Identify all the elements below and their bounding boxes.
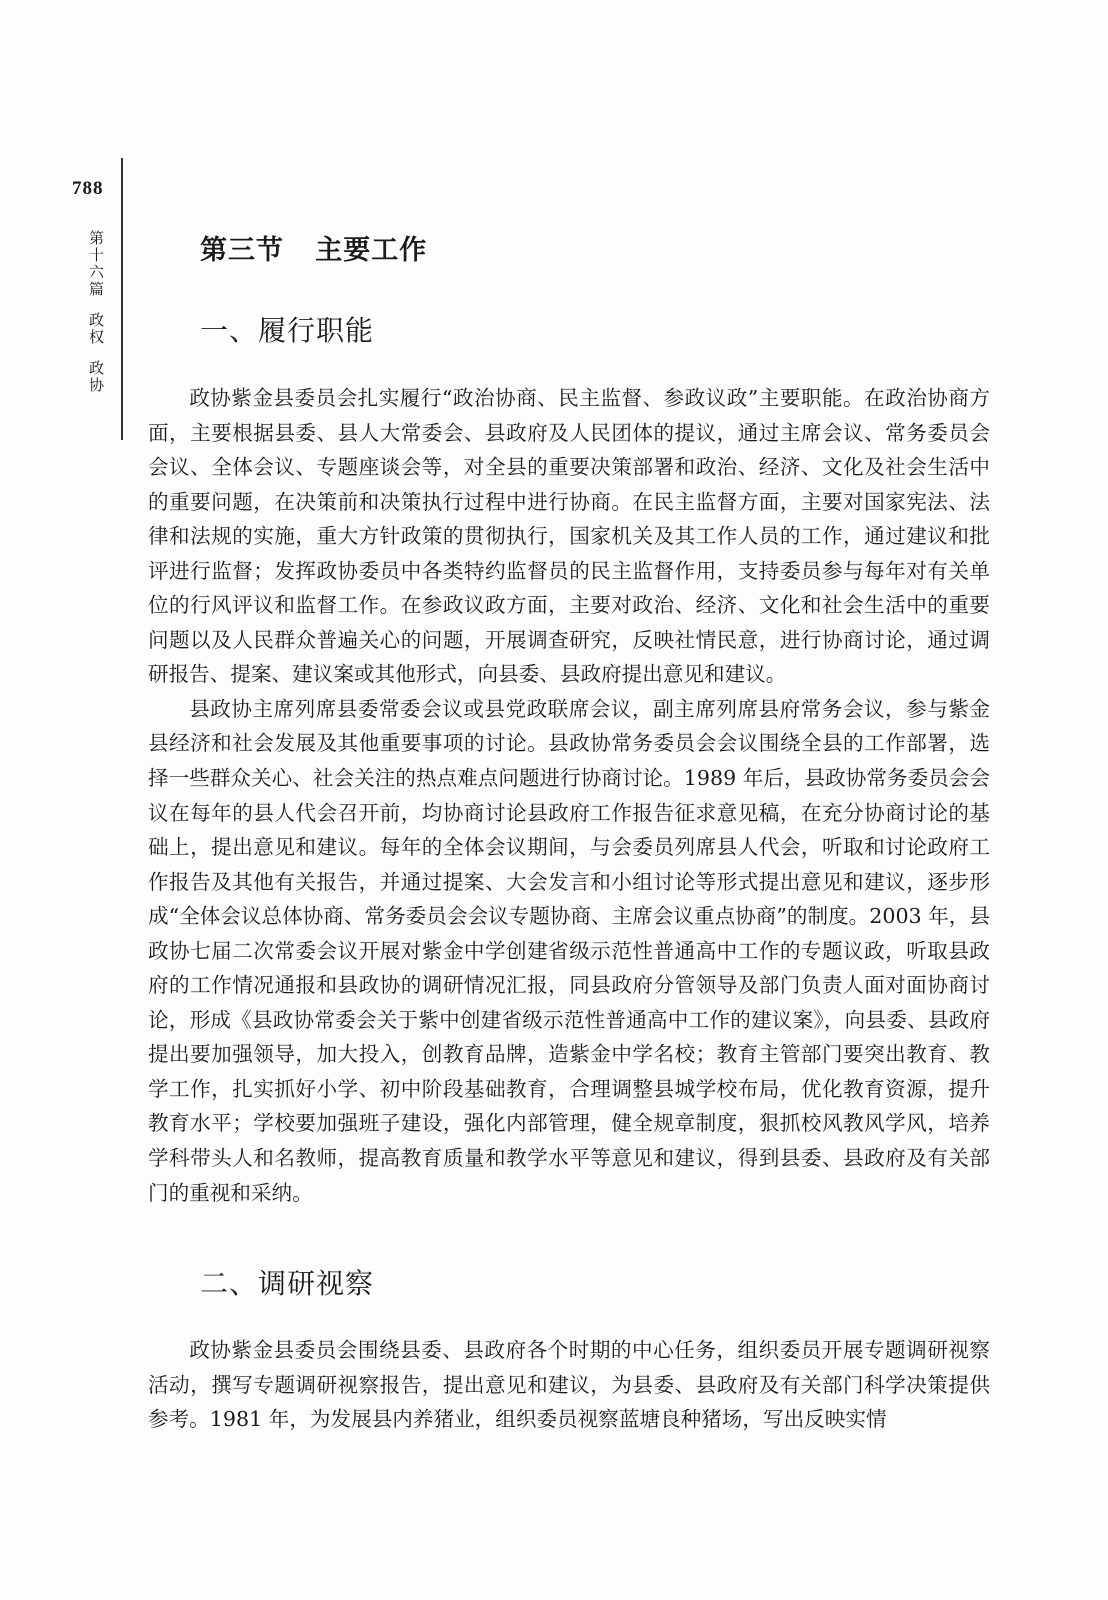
running-head-subtopic: 政协	[87, 360, 105, 394]
section-title: 第三节 主要工作	[200, 235, 428, 266]
running-head-part: 第十六篇	[87, 230, 105, 298]
running-head-topic: 政权	[87, 312, 105, 346]
subsection-heading-2: 二、调研视察	[200, 1267, 375, 1300]
subsection-body-2	[148, 1333, 990, 1437]
page-number: 788	[72, 178, 104, 199]
margin-rule	[121, 158, 123, 440]
paragraph: 政协紫金县委员会围绕县委、县政府各个时期的中心任务，组织委员开展专题调研视察活动，撰写专题调研视察报告，提出意见和建议，为县委、县政府及有关部门科学决策提供参考。1981 年，为发展县内养猪业，组织委员视察蓝塘良种猪场，写出反映实情	[148, 1338, 990, 1432]
paragraph: 县政协主席列席县委常委会议或县党政联席会议，副主席列席县府常务会议，参与紫金县经济和社会发展及其他重要事项的讨论。县政协常务委员会会议围绕全县的工作部署，选择一些群众关心、社会关注的热点难点问题进行协商讨论。1989 年后，县政协常务委员会会议在每年的县人代会召开前，均协商讨论县政府工作报告征求意见稿，在充分协商讨论的基础上，提出意见和建议。每年的全体会议期间，与会委员列席县人代会，听取和讨论政府工作报告及其他有关报告，并通过提案、大会发言和小组讨论等形式提出意见和建议，逐步形成“全体会议总体协商、常务委员会会议专题协商、主席会议重点协商”的制度。2003 年，县政协七届二次常委会议开展对紫金中学创建省级示范性普通高中工作的专题议政，听取县政府的工作情况通报和县政协的调研情况汇报，同县政府分管领导及部门负责人面对面协商讨论，形成《县政协常委会关于紫中创建省级示范性普通高中工作的建议案》，向县委、县政府提出要加强领导，加大投入，创教育品牌，造紫金中学名校；教育主管部门要突出教育、教学工作，扎实抓好小学、初中阶段基础教育，合理调整县城学校布局，优化教育资源，提升教育水平；学校要加强班子建设，强化内部管理，健全规章制度，狠抓校风教风学风，培养学科带头人和名教师，提高教育质量和教学水平等意见和建议，得到县委、县政府及有关部门的重视和采纳。	[148, 696, 990, 1205]
subsection-heading-1: 一、履行职能	[200, 314, 375, 347]
running-head	[84, 230, 104, 394]
paragraph: 政协紫金县委员会扎实履行“政治协商、民主监督、参政议政”主要职能。在政治协商方面，主要根据县委、县人大常委会、县政府及人民团体的提议，通过主席会议、常务委员会会议、全体会议、专题座谈会等，对全县的重要决策部署和政治、经济、文化及社会生活中的重要问题，在决策前和决策执行过程中进行协商。在民主监督方面，主要对国家宪法、法律和法规的实施，重大方针政策的贯彻执行，国家机关及其工作人员的工作，通过建议和批评进行监督；发挥政协委员中各类特约监督员的民主监督作用，支持委员参与每年对有关单位的行风评议和监督工作。在参政议政方面，主要对政治、经济、文化和社会生活中的重要问题以及人民群众普遍关心的问题，开展调查研究，反映社情民意，进行协商讨论，通过调研报告、提案、建议案或其他形式，向县委、县政府提出意见和建议。	[148, 386, 990, 687]
subsection-body-1	[148, 381, 990, 1210]
